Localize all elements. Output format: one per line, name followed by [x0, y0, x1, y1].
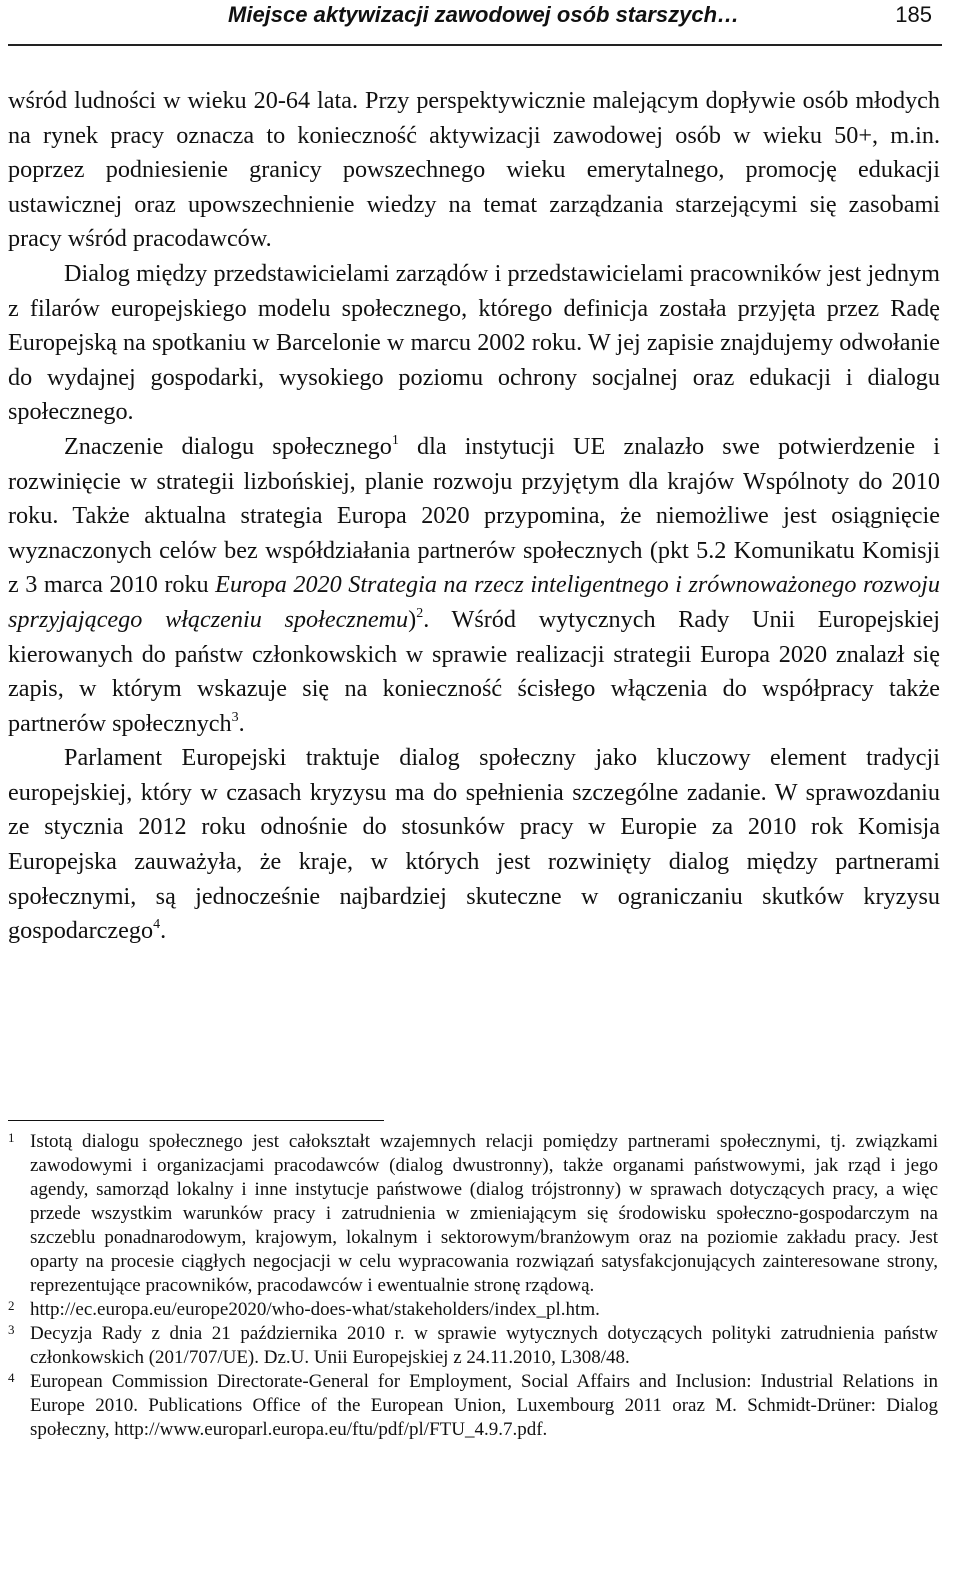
- footnotes: [8, 1130, 938, 1442]
- running-header: [8, 0, 942, 46]
- footnote-4: [8, 1370, 938, 1442]
- paragraph-2: Dialog między przedstawicielami zarządów i przedstawicielami pracowników jest jednym z filarów europejskiego modelu społecznego, którego definicja została przyjęta przez Radę Europejską na spotkaniu w Barcelonie w marcu 2002 roku. W jej zapisie znajdujemy odwołanie do wydajnej gospodarki, wysokiego poziomu ochrony socjalnej oraz edukacji i dialogu społecznego.: [8, 259, 940, 426]
- page-number: 185: [895, 2, 932, 27]
- footnote-3: [8, 1322, 938, 1370]
- paragraph-3-text-a: Znaczenie dialogu społecznego: [64, 432, 392, 460]
- paragraph-3: [8, 430, 940, 741]
- paragraph-4-text-b: .: [160, 917, 167, 945]
- footnote-link[interactable]: http://ec.europa.eu/europe2020/who-does-what/stakeholders/index_pl.htm.: [30, 1299, 600, 1320]
- footnote-2: [8, 1298, 938, 1322]
- footnote-number: 4: [8, 1370, 15, 1385]
- footnote-number: 2: [8, 1298, 15, 1313]
- footnote-ref-2[interactable]: 2: [416, 605, 424, 621]
- footnote-number: 1: [8, 1130, 15, 1145]
- paragraph-1: wśród ludności w wieku 20-64 lata. Przy perspektywicznie malejącym dopływie osób młodych na rynek pracy oznacza to konieczność aktywizacji zawodowej osób w wieku 50+, m.in. poprzez podniesienie granicy powszechnego wieku emerytalnego, promocję edukacji ustawicznej oraz upowszechnienie wiedzy na temat zarządzania starzejącymi się zasobami pracy wśród pracodawców.: [8, 87, 940, 253]
- document-title-italic: Europa 2020 Strategia na rzecz inteligentnego i zrównoważonego rozwoju sprzyjającego włączeniu społecznemu: [8, 571, 941, 633]
- footnote-number: 3: [8, 1322, 15, 1337]
- paragraph-3-text-c: ): [408, 605, 417, 633]
- paragraph-4: [8, 741, 940, 949]
- footnote-ref-1[interactable]: 1: [391, 432, 399, 448]
- paragraph-3-text-b: dla instytucji UE znalazło swe potwierdzenie i rozwinięcie w strategii lizbońskiej, planie rozwoju przyjętym dla krajów Wspólnoty do 2010 roku. Także aktualna strategia Europa 2020 przypomina, że niemożliwe jest osiągnięcie wyznaczonych celów bez współdziałania partnerów społecznych (pkt 5.2 Komunikatu Komisji z 3 marca 2010 roku: [8, 432, 940, 599]
- footnote-text: Istotą dialogu społecznego jest całokształt wzajemnych relacji pomiędzy partnerami społecznymi, tj. związkami zawodowymi i organizacjami pracodawców (dialog dwustronny), także organami państwowymi, jak rząd i jego agendy, samorząd lokalny i inne instytucje państwowe (dialog trójstronny) w sprawach dotyczących pracy, a więc przede wszystkim warunków pracy i zatrudnienia w zmieniającym się środowisku społeczno-gospodarczym na szczeblu ponadnarodowym, krajowym, lokalnym i sektorowym/branżowym oraz na poziomie zakładu pracy. Jest oparty na procesie ciągłych negocjacji w celu wypracowania rozwiązań satysfakcjonujących zainteresowane strony, reprezentujące pracowników, pracodawców i ewentualnie stronę rządową.: [30, 1131, 938, 1296]
- paragraph-3-text-e: .: [238, 709, 245, 737]
- main-text: [8, 84, 940, 949]
- footnote-ref-3[interactable]: 3: [231, 709, 239, 725]
- running-title: Miejsce aktywizacji zawodowej osób starszych…: [228, 2, 740, 27]
- footnote-text: Decyzja Rady z dnia 21 października 2010 r. w sprawie wytycznych dotyczących polityki zatrudnienia państw członkowskich (201/707/UE). Dz.U. Unii Europejskiej z 24.11.2010, L308/48.: [30, 1323, 938, 1368]
- paragraph-4-text-a: Parlament Europejski traktuje dialog społeczny jako kluczowy element tradycji europejskiej, który w czasach kryzysu ma do spełnienia szczególne zadanie. W sprawozdaniu ze stycznia 2012 roku odnośnie do stosunków pracy w Europie za 2010 rok Komisja Europejska zauważyła, że kraje, w których jest rozwinięty dialog między partnerami społecznymi, są jednocześnie najbardziej skuteczne w ograniczaniu skutków kryzysu gospodarczego: [8, 744, 940, 945]
- footnote-text: European Commission Directorate-General for Employment, Social Affairs and Inclusion: Industrial Relations in Europe 2010. Publications Office of the European Union, Luxembourg 2011 oraz M. Schmidt-Drüner: Dialog społeczny, http://www.europarl.europa.eu/ftu/pdf/pl/FTU_4.9.7.pdf.: [30, 1371, 938, 1440]
- footnote-separator: [8, 1120, 384, 1121]
- paragraph-3-text-d: . Wśród wytycznych Rady Unii Europejskiej kierowanych do państw członkowskich w sprawie realizacji strategii Europa 2020 znalazł się zapis, w którym wskazuje się na konieczność ścisłego włączenia do współpracy także partnerów społecznych: [8, 605, 941, 737]
- footnote-ref-4[interactable]: 4: [153, 917, 161, 933]
- footnote-1: [8, 1130, 938, 1298]
